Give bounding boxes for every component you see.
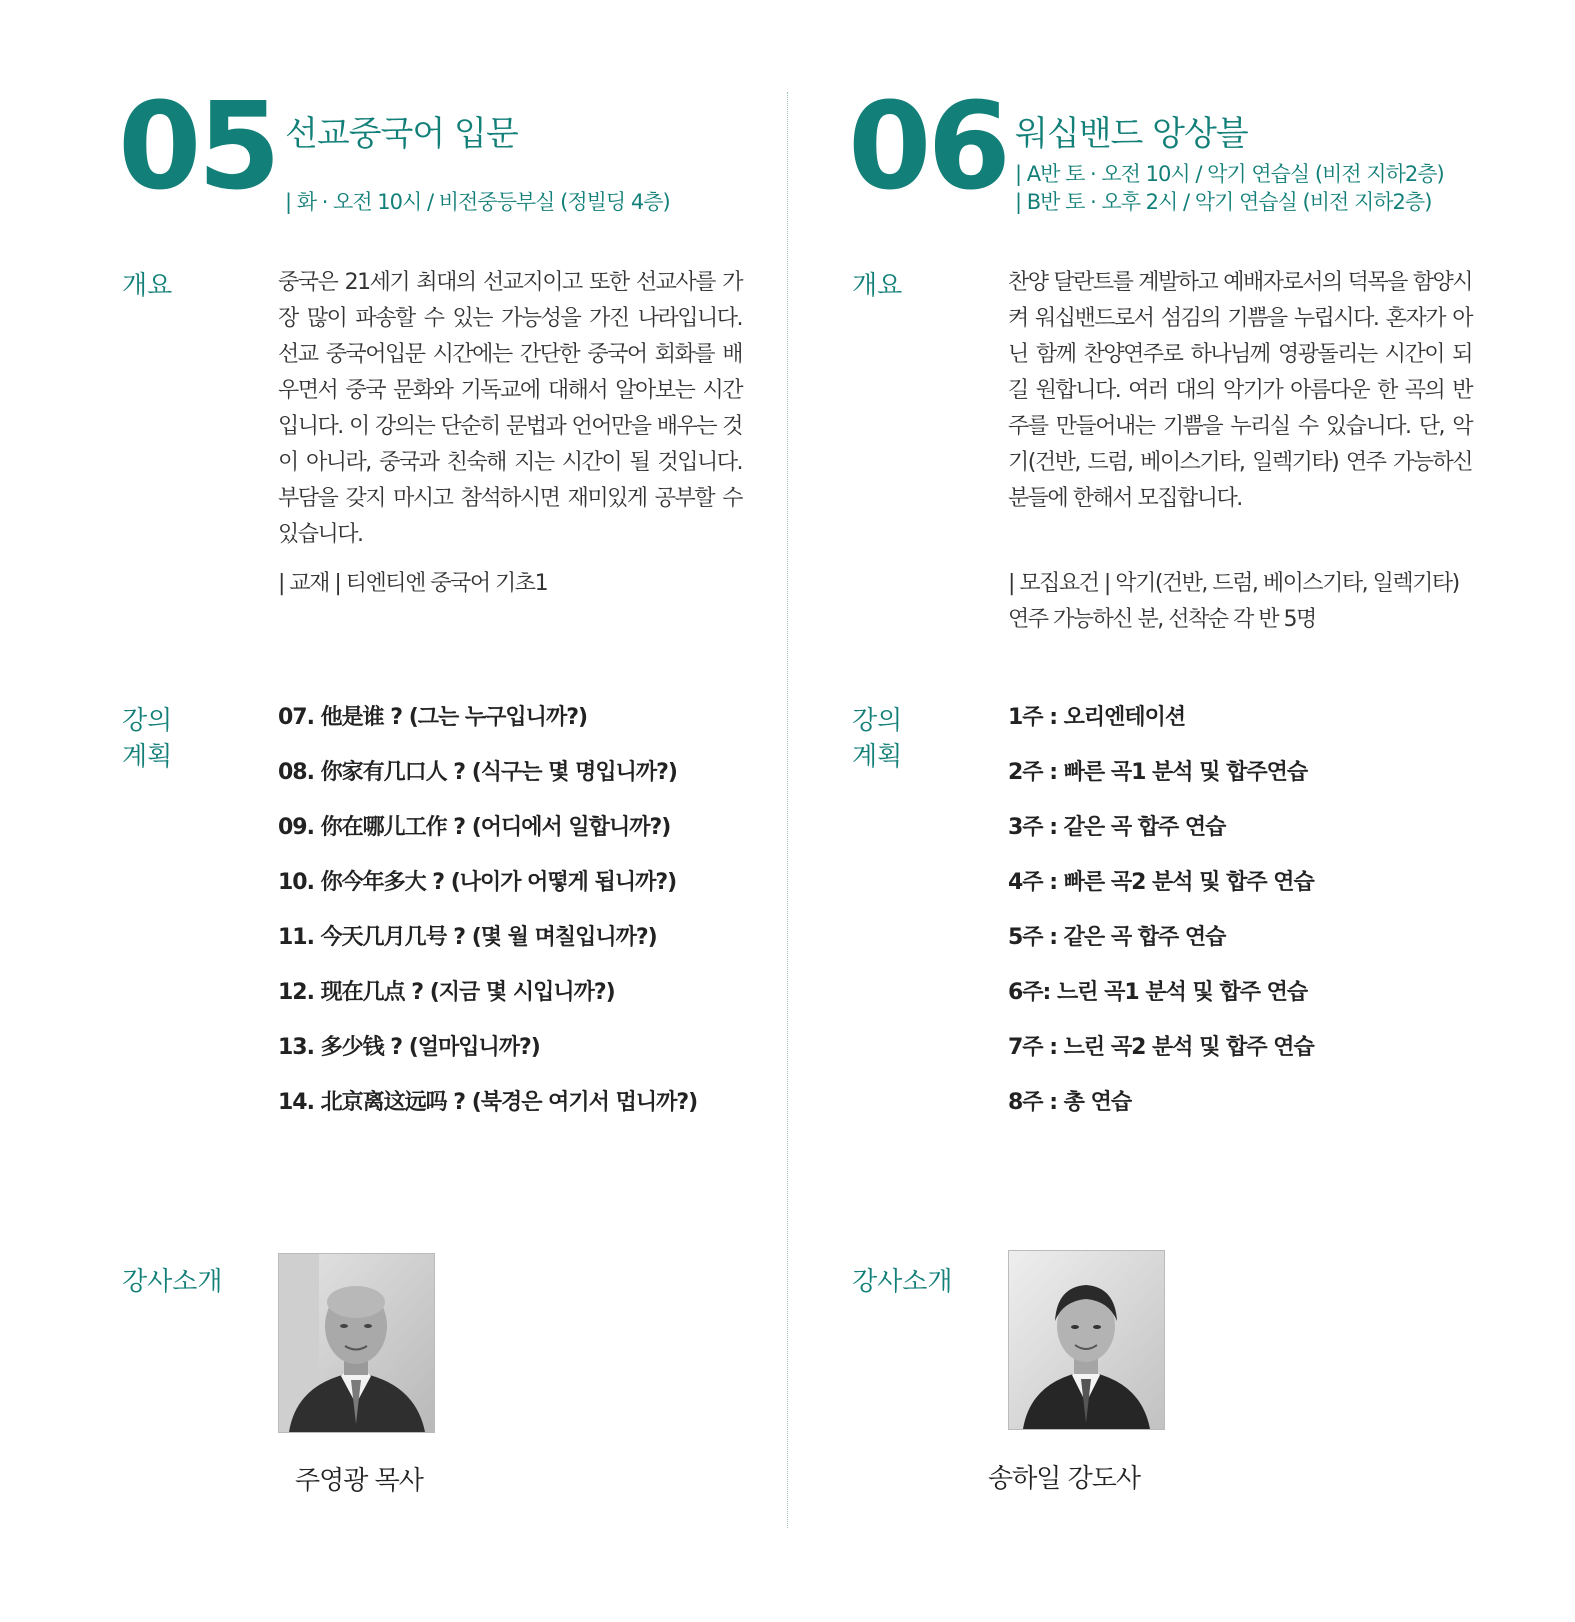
plan-item: 4주 : 빠른 곡2 분석 및 합주 연습: [1008, 870, 1314, 895]
plan-item: 12. 现在几点 ? (지금 몇 시입니까?): [278, 980, 615, 1005]
portrait-photo-icon: [279, 1254, 434, 1432]
plan-item: 13. 多少钱 ? (얼마입니까?): [278, 1035, 540, 1060]
overview-text: 중국은 21세기 최대의 선교지이고 또한 선교사를 가장 많이 파송할 수 있는 가능성을 가진 나라입니다. 선교 중국어입문 시간에는 간단한 중국어 회화를 배우면서 중국 문화와 기독교에 대해서 알아보는 시간입니다. 이 강의는 단순히 문법과 언어만을 배우는 것이 아니라, 중국과 친숙해 지는 시간이 될 것입니다. 부담을 갖지 마시고 참석하시면 재미있게 공부할 수 있습니다.: [278, 270, 742, 547]
plan-item: 07. 他是谁 ? (그는 누구입니까?): [278, 705, 588, 730]
course-title: 선교중국어 입문: [285, 114, 518, 154]
plan-item: 5주 : 같은 곡 합주 연습: [1008, 925, 1226, 950]
instructor-name: 주영광 목사: [295, 1466, 423, 1496]
plan-item: 8주 : 총 연습: [1008, 1090, 1132, 1115]
course-number: 06: [848, 78, 1007, 217]
course-number: 05: [118, 78, 277, 217]
requirements-info: | 모집요건 | 악기(건반, 드럼, 베이스기타, 일렉기타) 연주 가능하신 분, 선착순 각 반 5명: [1008, 571, 1459, 632]
plan-item: 08. 你家有几口人 ? (식구는 몇 명입니까?): [278, 760, 677, 785]
instructor-name: 송하일 강도사: [988, 1464, 1140, 1494]
plan-item: 11. 今天几月几号 ? (몇 월 며칠입니까?): [278, 925, 657, 950]
course-05: [0, 0, 760, 1622]
plan-item: 2주 : 빠른 곡1 분석 및 합주연습: [1008, 760, 1308, 785]
plan-label: 강의 계획: [852, 706, 903, 772]
overview-text: 찬양 달란트를 계발하고 예배자로서의 덕목을 함양시켜 워십밴드로서 섬김의 기쁨을 누립시다. 혼자가 아닌 함께 찬양연주로 하나님께 영광돌리는 시간이 되길 원합니다. 여러 대의 악기가 아름다운 한 곡의 반주를 만들어내는 기쁨을 누리실 수 있습니다. 단, 악기(건반, 드럼, 베이스기타, 일렉기타) 연주 가능하신 분들에 한해서 모집합니다.: [1008, 270, 1472, 511]
instructor-photo: [278, 1253, 435, 1433]
overview-label: 개요: [852, 271, 903, 301]
instructor-label: 강사소개: [852, 1267, 953, 1297]
lecture-plan: [1008, 698, 1314, 1138]
plan-item: 10. 你今年多大 ? (나이가 어떻게 됩니까?): [278, 870, 677, 895]
plan-item: 6주: 느린 곡1 분석 및 합주 연습: [1008, 980, 1308, 1005]
instructor-label: 강사소개: [122, 1267, 223, 1297]
textbook-info: | 교재 | 티엔티엔 중국어 기초1: [278, 571, 548, 596]
course-schedule-b: | B반 토 · 오후 2시 / 악기 연습실 (비전 지하2층): [1015, 190, 1432, 214]
lecture-plan: [278, 698, 697, 1138]
plan-item: 1주 : 오리엔테이션: [1008, 705, 1186, 730]
plan-item: 3주 : 같은 곡 합주 연습: [1008, 815, 1226, 840]
plan-item: 09. 你在哪儿工作 ? (어디에서 일합니까?): [278, 815, 671, 840]
instructor-photo: [1008, 1250, 1165, 1430]
course-title: 워십밴드 앙상블: [1015, 114, 1248, 154]
course-schedule-a: | A반 토 · 오전 10시 / 악기 연습실 (비전 지하2층): [1015, 162, 1444, 186]
overview-label: 개요: [122, 271, 173, 301]
course-schedule: | 화 · 오전 10시 / 비전중등부실 (정빌딩 4층): [285, 190, 670, 214]
plan-item: 7주 : 느린 곡2 분석 및 합주 연습: [1008, 1035, 1314, 1060]
course-06: [730, 0, 1490, 1622]
plan-label: 강의 계획: [122, 706, 173, 772]
portrait-photo-icon: [1009, 1251, 1164, 1429]
plan-item: 14. 北京离这远吗 ? (북경은 여기서 멉니까?): [278, 1090, 698, 1115]
